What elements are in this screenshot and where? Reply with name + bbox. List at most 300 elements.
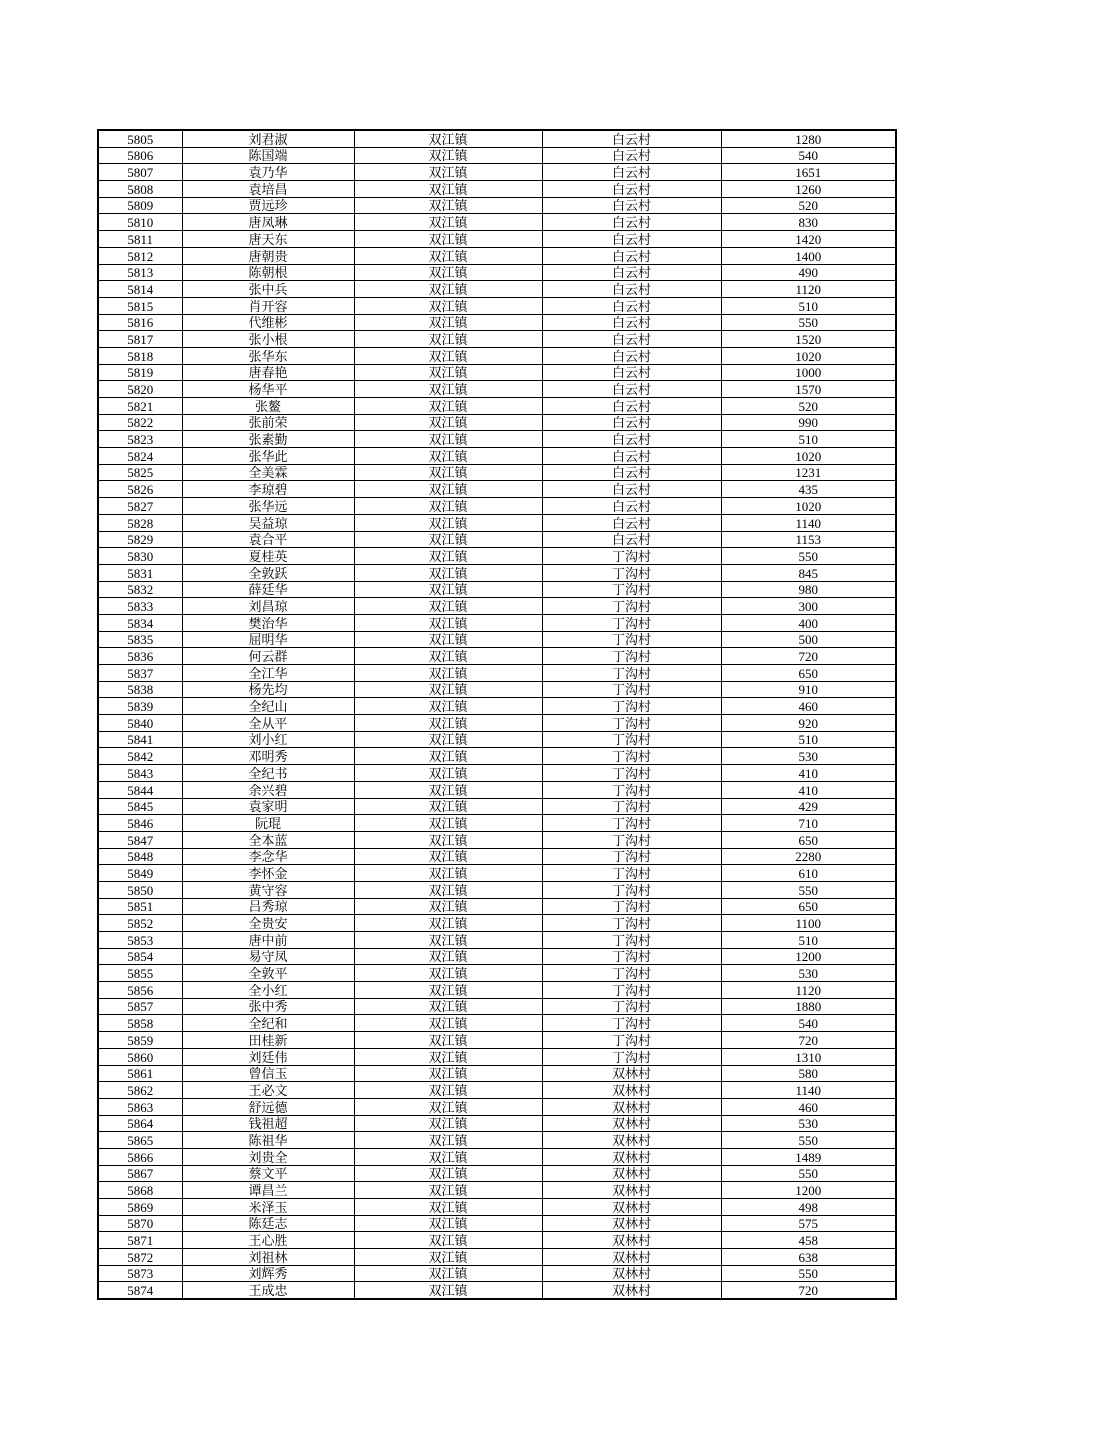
cell-village: 白云村 — [542, 130, 721, 147]
cell-amount: 540 — [721, 1015, 896, 1032]
cell-amount: 520 — [721, 398, 896, 415]
table-row — [98, 581, 896, 598]
cell-town: 双江镇 — [354, 548, 542, 565]
cell-id: 5828 — [98, 514, 182, 531]
cell-name: 刘祖林 — [182, 1249, 354, 1266]
cell-village: 丁沟村 — [542, 815, 721, 832]
cell-village: 丁沟村 — [542, 1015, 721, 1032]
cell-town: 双江镇 — [354, 514, 542, 531]
cell-amount: 458 — [721, 1232, 896, 1249]
cell-village: 白云村 — [542, 264, 721, 281]
cell-amount: 610 — [721, 865, 896, 882]
cell-id: 5846 — [98, 815, 182, 832]
cell-amount: 720 — [721, 1282, 896, 1299]
cell-name: 钱祖超 — [182, 1115, 354, 1132]
cell-village: 白云村 — [542, 214, 721, 231]
cell-id: 5847 — [98, 831, 182, 848]
cell-name: 全敦平 — [182, 965, 354, 982]
cell-village: 双林村 — [542, 1098, 721, 1115]
cell-town: 双江镇 — [354, 331, 542, 348]
cell-amount: 550 — [721, 1265, 896, 1282]
cell-amount: 1120 — [721, 982, 896, 999]
cell-amount: 550 — [721, 1132, 896, 1149]
table-row — [98, 865, 896, 882]
cell-id: 5823 — [98, 431, 182, 448]
cell-village: 丁沟村 — [542, 932, 721, 949]
table-row — [98, 164, 896, 181]
table-row — [98, 331, 896, 348]
cell-town: 双江镇 — [354, 881, 542, 898]
cell-id: 5861 — [98, 1065, 182, 1082]
cell-amount: 650 — [721, 831, 896, 848]
table-row — [98, 665, 896, 682]
cell-amount: 1310 — [721, 1048, 896, 1065]
cell-village: 丁沟村 — [542, 665, 721, 682]
table-row — [98, 1215, 896, 1232]
table-row — [98, 481, 896, 498]
cell-name: 全贵安 — [182, 915, 354, 932]
cell-amount: 498 — [721, 1199, 896, 1216]
cell-id: 5807 — [98, 164, 182, 181]
table-row — [98, 1115, 896, 1132]
cell-town: 双江镇 — [354, 347, 542, 364]
cell-village: 白云村 — [542, 331, 721, 348]
cell-village: 丁沟村 — [542, 614, 721, 631]
cell-town: 双江镇 — [354, 464, 542, 481]
table-row — [98, 1015, 896, 1032]
cell-village: 丁沟村 — [542, 831, 721, 848]
cell-amount: 550 — [721, 1165, 896, 1182]
cell-name: 张华东 — [182, 347, 354, 364]
table-row — [98, 1148, 896, 1165]
cell-village: 丁沟村 — [542, 915, 721, 932]
cell-village: 丁沟村 — [542, 1048, 721, 1065]
table-row — [98, 147, 896, 164]
cell-village: 双林村 — [542, 1265, 721, 1282]
cell-village: 白云村 — [542, 481, 721, 498]
cell-village: 双林村 — [542, 1165, 721, 1182]
cell-id: 5862 — [98, 1082, 182, 1099]
cell-town: 双江镇 — [354, 898, 542, 915]
cell-town: 双江镇 — [354, 498, 542, 515]
cell-town: 双江镇 — [354, 1165, 542, 1182]
cell-id: 5818 — [98, 347, 182, 364]
cell-name: 屈明华 — [182, 631, 354, 648]
cell-name: 曾信玉 — [182, 1065, 354, 1082]
cell-name: 贾远珍 — [182, 197, 354, 214]
cell-town: 双江镇 — [354, 1148, 542, 1165]
table-row — [98, 815, 896, 832]
cell-town: 双江镇 — [354, 614, 542, 631]
cell-name: 张小根 — [182, 331, 354, 348]
cell-amount: 460 — [721, 1098, 896, 1115]
cell-name: 王必文 — [182, 1082, 354, 1099]
cell-name: 唐春艳 — [182, 364, 354, 381]
cell-name: 刘贵全 — [182, 1148, 354, 1165]
cell-id: 5815 — [98, 297, 182, 314]
cell-amount: 530 — [721, 965, 896, 982]
cell-id: 5819 — [98, 364, 182, 381]
cell-name: 袁合平 — [182, 531, 354, 548]
table-row — [98, 314, 896, 331]
cell-amount: 1020 — [721, 347, 896, 364]
cell-village: 丁沟村 — [542, 748, 721, 765]
table-row — [98, 231, 896, 248]
cell-id: 5817 — [98, 331, 182, 348]
cell-id: 5830 — [98, 548, 182, 565]
cell-village: 双林村 — [542, 1282, 721, 1299]
cell-town: 双江镇 — [354, 414, 542, 431]
table-row — [98, 347, 896, 364]
cell-id: 5860 — [98, 1048, 182, 1065]
cell-amount: 920 — [721, 715, 896, 732]
cell-name: 张鳌 — [182, 398, 354, 415]
cell-name: 刘小红 — [182, 731, 354, 748]
cell-amount: 1120 — [721, 281, 896, 298]
table-row — [98, 1199, 896, 1216]
table-row — [98, 932, 896, 949]
cell-town: 双江镇 — [354, 1282, 542, 1299]
cell-name: 舒远德 — [182, 1098, 354, 1115]
cell-id: 5836 — [98, 648, 182, 665]
cell-amount: 1231 — [721, 464, 896, 481]
cell-town: 双江镇 — [354, 448, 542, 465]
cell-id: 5869 — [98, 1199, 182, 1216]
table-row — [98, 898, 896, 915]
cell-name: 何云群 — [182, 648, 354, 665]
table-row — [98, 915, 896, 932]
cell-name: 黄守容 — [182, 881, 354, 898]
table-row — [98, 1232, 896, 1249]
table-row — [98, 498, 896, 515]
cell-village: 丁沟村 — [542, 648, 721, 665]
cell-town: 双江镇 — [354, 1015, 542, 1032]
cell-amount: 1489 — [721, 1148, 896, 1165]
cell-village: 白云村 — [542, 414, 721, 431]
table-row — [98, 448, 896, 465]
cell-town: 双江镇 — [354, 1132, 542, 1149]
cell-id: 5867 — [98, 1165, 182, 1182]
cell-village: 丁沟村 — [542, 581, 721, 598]
cell-name: 代维彬 — [182, 314, 354, 331]
cell-town: 双江镇 — [354, 231, 542, 248]
cell-amount: 910 — [721, 681, 896, 698]
cell-town: 双江镇 — [354, 831, 542, 848]
cell-town: 双江镇 — [354, 214, 542, 231]
cell-id: 5853 — [98, 932, 182, 949]
cell-name: 全纪和 — [182, 1015, 354, 1032]
cell-town: 双江镇 — [354, 982, 542, 999]
cell-name: 陈祖华 — [182, 1132, 354, 1149]
cell-village: 丁沟村 — [542, 548, 721, 565]
table-row — [98, 698, 896, 715]
cell-name: 刘君淑 — [182, 130, 354, 147]
cell-amount: 1280 — [721, 130, 896, 147]
table-row — [98, 1182, 896, 1199]
cell-town: 双江镇 — [354, 965, 542, 982]
table-row — [98, 881, 896, 898]
cell-village: 双林村 — [542, 1148, 721, 1165]
cell-name: 李念华 — [182, 848, 354, 865]
cell-id: 5854 — [98, 948, 182, 965]
cell-town: 双江镇 — [354, 481, 542, 498]
table-row — [98, 1165, 896, 1182]
cell-town: 双江镇 — [354, 765, 542, 782]
cell-town: 双江镇 — [354, 1182, 542, 1199]
cell-id: 5842 — [98, 748, 182, 765]
cell-amount: 1651 — [721, 164, 896, 181]
cell-id: 5805 — [98, 130, 182, 147]
cell-id: 5858 — [98, 1015, 182, 1032]
cell-id: 5843 — [98, 765, 182, 782]
cell-name: 谭昌兰 — [182, 1182, 354, 1199]
cell-town: 双江镇 — [354, 1265, 542, 1282]
cell-id: 5806 — [98, 147, 182, 164]
table-row — [98, 614, 896, 631]
cell-village: 丁沟村 — [542, 898, 721, 915]
cell-town: 双江镇 — [354, 1232, 542, 1249]
cell-village: 白云村 — [542, 498, 721, 515]
cell-amount: 510 — [721, 297, 896, 314]
table-row — [98, 364, 896, 381]
cell-name: 余兴碧 — [182, 781, 354, 798]
cell-id: 5864 — [98, 1115, 182, 1132]
cell-village: 丁沟村 — [542, 865, 721, 882]
cell-name: 唐天东 — [182, 231, 354, 248]
table-row — [98, 798, 896, 815]
cell-name: 陈廷志 — [182, 1215, 354, 1232]
cell-id: 5845 — [98, 798, 182, 815]
cell-village: 白云村 — [542, 448, 721, 465]
cell-name: 张中秀 — [182, 998, 354, 1015]
cell-amount: 1420 — [721, 231, 896, 248]
cell-name: 全美霖 — [182, 464, 354, 481]
table-row — [98, 381, 896, 398]
cell-village: 白云村 — [542, 364, 721, 381]
cell-name: 张中兵 — [182, 281, 354, 298]
cell-town: 双江镇 — [354, 1048, 542, 1065]
cell-name: 唐中前 — [182, 932, 354, 949]
table-row — [98, 1265, 896, 1282]
cell-town: 双江镇 — [354, 264, 542, 281]
cell-town: 双江镇 — [354, 197, 542, 214]
cell-name: 杨华平 — [182, 381, 354, 398]
table-row — [98, 748, 896, 765]
cell-amount: 1880 — [721, 998, 896, 1015]
cell-id: 5835 — [98, 631, 182, 648]
cell-id: 5809 — [98, 197, 182, 214]
cell-id: 5873 — [98, 1265, 182, 1282]
cell-town: 双江镇 — [354, 1032, 542, 1049]
table-row — [98, 181, 896, 198]
cell-town: 双江镇 — [354, 681, 542, 698]
cell-town: 双江镇 — [354, 748, 542, 765]
cell-amount: 550 — [721, 314, 896, 331]
cell-amount: 1400 — [721, 247, 896, 264]
cell-amount: 990 — [721, 414, 896, 431]
table-row — [98, 281, 896, 298]
table-row — [98, 631, 896, 648]
cell-town: 双江镇 — [354, 381, 542, 398]
table-row — [98, 247, 896, 264]
cell-id: 5841 — [98, 731, 182, 748]
cell-amount: 710 — [721, 815, 896, 832]
cell-id: 5829 — [98, 531, 182, 548]
cell-id: 5856 — [98, 982, 182, 999]
cell-id: 5822 — [98, 414, 182, 431]
cell-name: 全小红 — [182, 982, 354, 999]
cell-id: 5844 — [98, 781, 182, 798]
cell-name: 全纪山 — [182, 698, 354, 715]
cell-town: 双江镇 — [354, 314, 542, 331]
cell-village: 白云村 — [542, 398, 721, 415]
cell-id: 5831 — [98, 564, 182, 581]
cell-town: 双江镇 — [354, 247, 542, 264]
table-row — [98, 1098, 896, 1115]
cell-village: 双林村 — [542, 1132, 721, 1149]
table-row — [98, 214, 896, 231]
cell-id: 5871 — [98, 1232, 182, 1249]
cell-town: 双江镇 — [354, 398, 542, 415]
cell-amount: 1020 — [721, 448, 896, 465]
cell-amount: 530 — [721, 1115, 896, 1132]
table-row — [98, 681, 896, 698]
cell-amount: 510 — [721, 932, 896, 949]
cell-id: 5811 — [98, 231, 182, 248]
cell-amount: 720 — [721, 1032, 896, 1049]
cell-name: 刘辉秀 — [182, 1265, 354, 1282]
cell-village: 白云村 — [542, 347, 721, 364]
cell-id: 5868 — [98, 1182, 182, 1199]
table-row — [98, 414, 896, 431]
cell-town: 双江镇 — [354, 297, 542, 314]
cell-name: 肖开容 — [182, 297, 354, 314]
cell-village: 丁沟村 — [542, 965, 721, 982]
cell-name: 吴益琼 — [182, 514, 354, 531]
cell-amount: 720 — [721, 648, 896, 665]
cell-name: 刘廷伟 — [182, 1048, 354, 1065]
table-row — [98, 531, 896, 548]
cell-id: 5872 — [98, 1249, 182, 1266]
cell-amount: 650 — [721, 665, 896, 682]
cell-town: 双江镇 — [354, 798, 542, 815]
cell-amount: 435 — [721, 481, 896, 498]
table-row — [98, 1282, 896, 1299]
table-row — [98, 264, 896, 281]
table-row — [98, 130, 896, 147]
cell-name: 全敦跃 — [182, 564, 354, 581]
cell-village: 丁沟村 — [542, 848, 721, 865]
cell-amount: 410 — [721, 765, 896, 782]
cell-village: 白云村 — [542, 164, 721, 181]
cell-town: 双江镇 — [354, 1199, 542, 1216]
table-row — [98, 431, 896, 448]
cell-name: 蔡文平 — [182, 1165, 354, 1182]
cell-town: 双江镇 — [354, 364, 542, 381]
cell-amount: 490 — [721, 264, 896, 281]
cell-id: 5857 — [98, 998, 182, 1015]
cell-name: 樊治华 — [182, 614, 354, 631]
cell-amount: 1020 — [721, 498, 896, 515]
table-row — [98, 831, 896, 848]
cell-village: 丁沟村 — [542, 881, 721, 898]
cell-town: 双江镇 — [354, 948, 542, 965]
cell-village: 白云村 — [542, 197, 721, 214]
cell-amount: 550 — [721, 548, 896, 565]
cell-amount: 575 — [721, 1215, 896, 1232]
cell-id: 5816 — [98, 314, 182, 331]
cell-id: 5839 — [98, 698, 182, 715]
cell-name: 薛廷华 — [182, 581, 354, 598]
cell-town: 双江镇 — [354, 781, 542, 798]
cell-town: 双江镇 — [354, 581, 542, 598]
cell-id: 5859 — [98, 1032, 182, 1049]
cell-id: 5849 — [98, 865, 182, 882]
cell-name: 李怀金 — [182, 865, 354, 882]
cell-amount: 300 — [721, 598, 896, 615]
cell-amount: 510 — [721, 731, 896, 748]
cell-id: 5814 — [98, 281, 182, 298]
table-row — [98, 464, 896, 481]
cell-village: 白云村 — [542, 514, 721, 531]
table-row — [98, 848, 896, 865]
cell-name: 张素勤 — [182, 431, 354, 448]
table-row — [98, 297, 896, 314]
cell-amount: 500 — [721, 631, 896, 648]
cell-name: 米泽玉 — [182, 1199, 354, 1216]
cell-amount: 460 — [721, 698, 896, 715]
cell-town: 双江镇 — [354, 698, 542, 715]
table-row — [98, 715, 896, 732]
table-row — [98, 564, 896, 581]
cell-id: 5848 — [98, 848, 182, 865]
cell-amount: 410 — [721, 781, 896, 798]
cell-id: 5834 — [98, 614, 182, 631]
cell-amount: 1100 — [721, 915, 896, 932]
cell-name: 陈国端 — [182, 147, 354, 164]
data-table — [97, 129, 897, 1300]
cell-town: 双江镇 — [354, 998, 542, 1015]
cell-name: 全从平 — [182, 715, 354, 732]
cell-amount: 520 — [721, 197, 896, 214]
cell-id: 5820 — [98, 381, 182, 398]
cell-town: 双江镇 — [354, 431, 542, 448]
cell-name: 张前荣 — [182, 414, 354, 431]
cell-name: 刘昌琼 — [182, 598, 354, 615]
cell-town: 双江镇 — [354, 915, 542, 932]
cell-name: 杨先均 — [182, 681, 354, 698]
cell-village: 丁沟村 — [542, 681, 721, 698]
cell-amount: 1570 — [721, 381, 896, 398]
cell-amount: 580 — [721, 1065, 896, 1082]
cell-village: 双林村 — [542, 1249, 721, 1266]
cell-amount: 650 — [721, 898, 896, 915]
table-row — [98, 948, 896, 965]
cell-amount: 400 — [721, 614, 896, 631]
cell-name: 邓明秀 — [182, 748, 354, 765]
cell-id: 5826 — [98, 481, 182, 498]
cell-village: 双林村 — [542, 1232, 721, 1249]
cell-town: 双江镇 — [354, 147, 542, 164]
cell-village: 丁沟村 — [542, 982, 721, 999]
cell-amount: 2280 — [721, 848, 896, 865]
cell-amount: 540 — [721, 147, 896, 164]
cell-village: 白云村 — [542, 531, 721, 548]
table-row — [98, 548, 896, 565]
cell-name: 唐凤琳 — [182, 214, 354, 231]
cell-town: 双江镇 — [354, 1082, 542, 1099]
cell-id: 5851 — [98, 898, 182, 915]
